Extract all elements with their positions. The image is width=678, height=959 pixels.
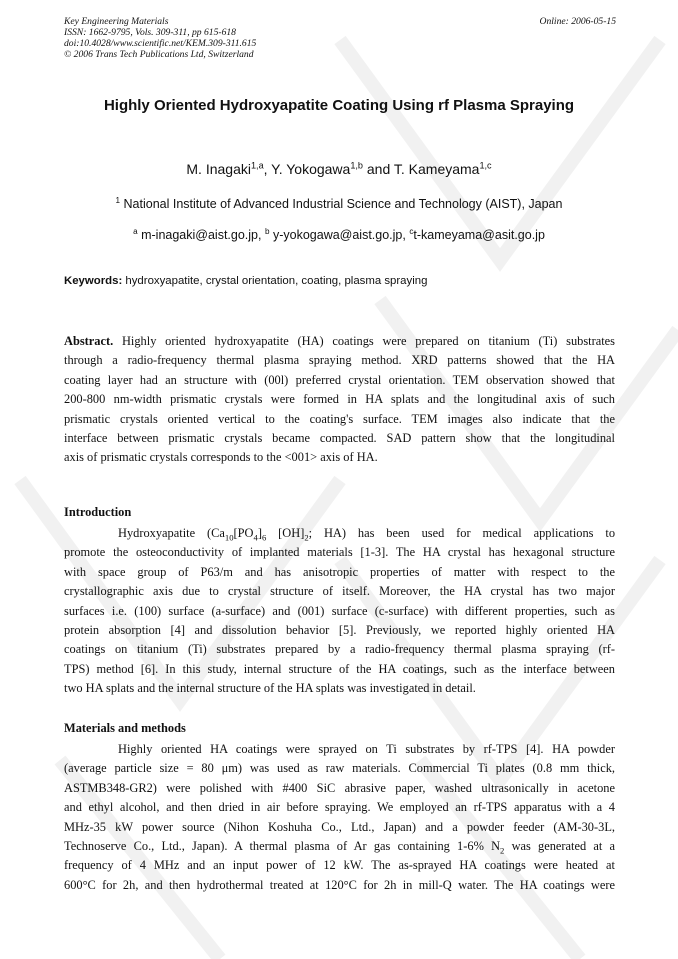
- affiliation-text: National Institute of Advanced Industrial Science and Technology (AIST), Japan: [123, 197, 563, 211]
- methods-line: ASTMB348-GR2) were polished with #400 SiC abrasive paper, washed ultrasonically in acetone: [64, 780, 615, 795]
- keywords-text: hydroxyapatite, crystal orientation, coating, plasma spraying: [125, 275, 428, 287]
- author-name: Y. Yokogawa: [271, 161, 351, 177]
- introduction-heading: Introduction: [64, 505, 132, 519]
- intro-line: coatings on titanium (Ti) substrates prepared by a radio-frequency thermal plasma spraying (rf-: [64, 642, 615, 657]
- intro-line: TPS) method [6]. In this study, internal structure of the HA coatings, such as the interface between: [64, 661, 615, 676]
- abstract-line: [64, 332, 615, 351]
- intro-line: with space group of P63/m and has anisotropic properties of matter with respect to the: [64, 564, 615, 579]
- online-date: Online: 2006-05-15: [539, 16, 616, 27]
- author-sup: 1,b: [350, 160, 363, 171]
- intro-line: crystallographic axis due to crystal structure of itself. Moreover, the HA crystal has two major: [64, 584, 615, 599]
- issn-line: ISSN: 1662-9795, Vols. 309-311, pp 615-618: [64, 27, 236, 38]
- intro-line: promote the osteoconductivity of implanted materials [1-3]. The HA crystal has hexagonal structure: [64, 545, 615, 560]
- author-sup: 1,c: [479, 160, 492, 171]
- author-name: T. Kameyama: [393, 161, 480, 177]
- intro-line: Hydroxyapatite ($Ca_{10}[PO_4]_6$ $[OH]_2$; HA) has been used for medical applications to: [118, 526, 615, 543]
- journal-header: [64, 16, 616, 60]
- email-sup: b: [264, 226, 270, 236]
- email-list: $^a$ m-inagaki@aist.go.jp, $^b$ y-yokogawa@aist.go.jp, $^c$t-kameyama@asit.go.jp: [133, 226, 545, 242]
- affiliation-sup: 1: [115, 195, 121, 205]
- journal-name: Key Engineering Materials: [64, 16, 169, 27]
- author-list: M. Inagaki$^{1,a}$, Y. Yokogawa$^{1,b}$ and T. Kameyama$^{1,c}$: [186, 160, 492, 177]
- abstract-line: interface between prismatic crystals became compacted. SAD pattern show that the longitudinal: [64, 430, 615, 445]
- methods-line: Technoserve Co., Ltd., Japan). A thermal plasma of Ar gas containing 1-6% $N_2$ was generated at a: [64, 838, 615, 856]
- affiliation: [40, 197, 638, 211]
- abstract-line: 200-800 nm-width prismatic crystals were formed in HA splats and the longitudinal axis of such: [64, 392, 615, 407]
- author-name: M. Inagaki: [186, 161, 251, 177]
- methods-line: MHz-35 kW power source (Nihon Koshuha Co., Ltd., Japan) and a powder feeder (AM-30-3L,: [64, 819, 615, 834]
- methods-line: Highly oriented HA coatings were sprayed on Ti substrates by rf-TPS [4]. HA powder: [118, 742, 615, 756]
- copyright-line: © 2006 Trans Tech Publications Ltd, Switzerland: [64, 49, 254, 60]
- author-sup: 1,a: [250, 160, 264, 171]
- keywords: [64, 275, 616, 287]
- intro-line: two HA splats and the internal structure of the HA splats was investigated in detail.: [64, 681, 476, 696]
- email-sup: a: [133, 226, 138, 236]
- email-sup: c: [409, 226, 414, 236]
- paper-title: Highly Oriented Hydroxyapatite Coating Using rf Plasma Spraying: [103, 97, 575, 114]
- email-link[interactable]: y-yokogawa@aist.go.jp: [272, 228, 403, 242]
- abstract-text: Highly oriented hydroxyapatite (HA) coatings were prepared on titanium (Ti) substrates: [121, 334, 615, 348]
- email-link[interactable]: m-inagaki@aist.go.jp: [141, 228, 259, 242]
- methods-heading: Materials and methods: [64, 721, 186, 735]
- intro-line: protein absorption [4] and dissolution behavior [5]. Previously, we reported highly oriented HA: [64, 622, 615, 637]
- email-link[interactable]: t-kameyama@asit.go.jp: [413, 228, 545, 242]
- abstract: [64, 332, 615, 468]
- abstract-line: axis of prismatic crystals corresponds to the <001> axis of HA.: [64, 450, 378, 465]
- abstract-line: coating layer had an structure with (00l) preferred crystal orientation. TEM observation showed that: [64, 372, 615, 387]
- methods-line: (average particle size = 80 μm) was used as raw materials. Commercial Ti plates (0.8 mm thick,: [64, 761, 615, 776]
- abstract-label: Abstract.: [64, 334, 114, 348]
- methods-line: and ethyl alcohol, and then dried in air before spraying. We employed an rf-TPS apparatus with a 4: [64, 800, 615, 815]
- keywords-label: Keywords:: [64, 275, 123, 287]
- abstract-line: prismatic crystals oriented vertical to the coating's surface. TEM images also indicate that the: [64, 411, 615, 426]
- methods-line: frequency of 4 MHz and an input power of 12 kW. The as-sprayed HA coatings were heated at: [64, 858, 615, 873]
- doi-line: doi:10.4028/www.scientific.net/KEM.309-311.615: [64, 38, 257, 49]
- methods-paragraph: [64, 740, 615, 895]
- methods-line: 600°C for 2h, and then hydrothermal treated at 120°C for 2h in mill-Q water. The HA coatings were: [64, 877, 615, 892]
- intro-line: surfaces i.e. (100) surface (a-surface) and (001) surface (c-surface) with different properties, such as: [64, 603, 615, 618]
- abstract-line: through a radio-frequency thermal plasma spraying method. XRD patterns showed that the HA: [64, 353, 615, 368]
- introduction-paragraph: [64, 524, 615, 699]
